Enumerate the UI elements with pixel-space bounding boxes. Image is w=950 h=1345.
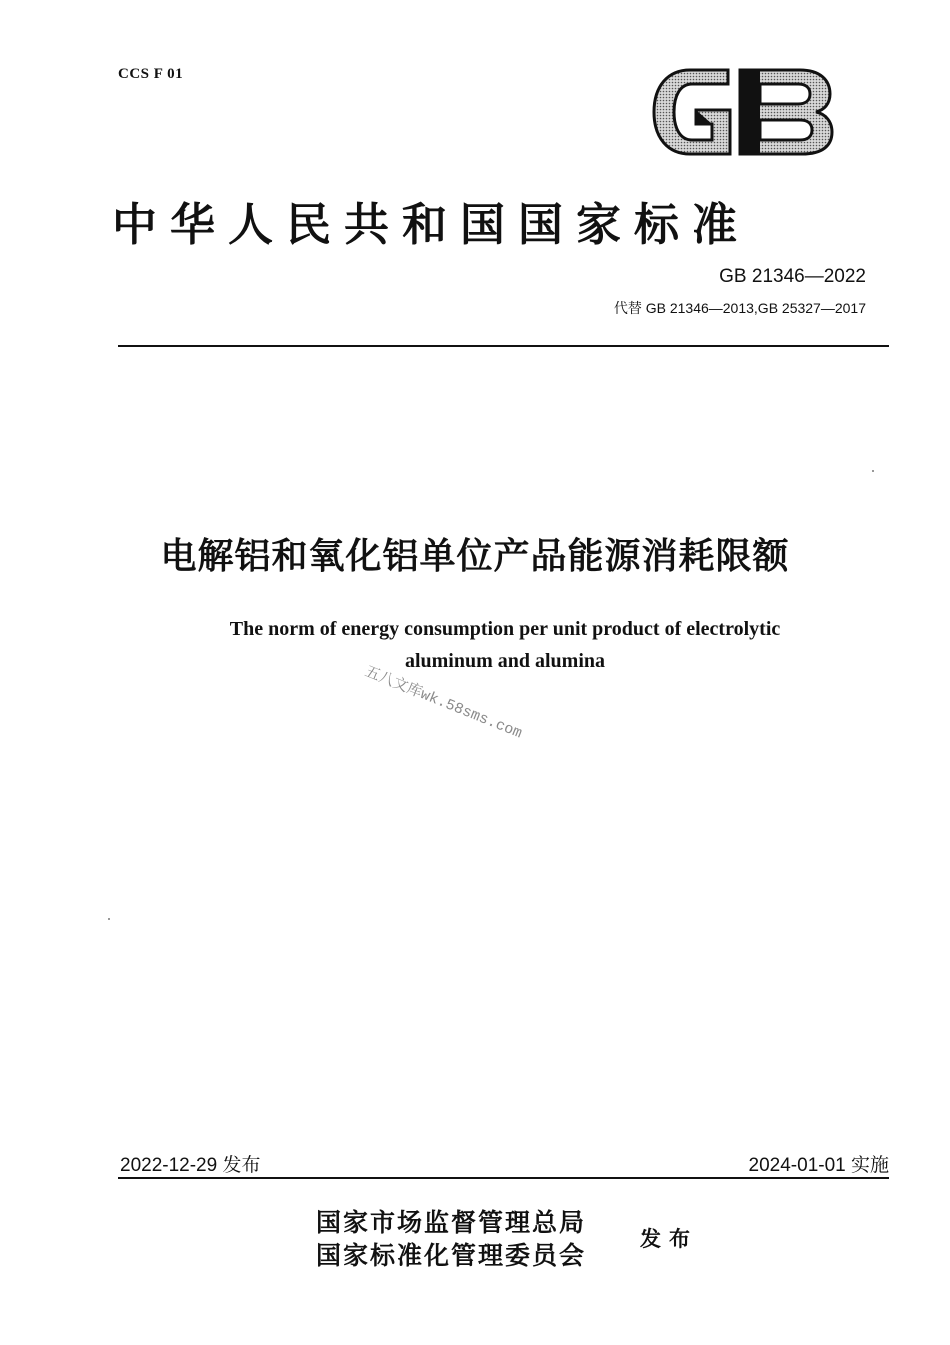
issue-date: 2022-12-29 发布: [120, 1155, 261, 1176]
title-english-line1: The norm of energy consumption per unit product of electrolytic: [229, 618, 781, 640]
scan-speck: [872, 470, 874, 472]
issuing-authorities: [316, 1206, 586, 1272]
standard-number: GB 21346—2022: [719, 266, 866, 287]
implementation-date: 2024-01-01 实施: [748, 1155, 889, 1176]
scan-speck: [108, 918, 110, 920]
issuer-samr: 国家市场监督管理总局: [316, 1208, 587, 1237]
title-chinese: 电解铝和氧化铝单位产品能源消耗限额: [160, 536, 790, 577]
ccs-code: CCS F 01: [118, 66, 184, 82]
watermark-text: 五八文库wk.58sms.com: [362, 663, 525, 743]
replaces-standards: 代替 GB 21346—2013,GB 25327—2017: [613, 300, 866, 316]
title-english: [0, 613, 950, 677]
gb-logo: [650, 66, 836, 158]
footer-divider: [118, 1177, 889, 1179]
national-standard-title: 中华人民共和国国家标准: [112, 198, 751, 251]
title-english-line2: aluminum and alumina: [404, 650, 606, 672]
publish-label: 发布: [640, 1226, 698, 1251]
issuer-sac: 国家标准化管理委员会: [316, 1241, 587, 1270]
header-divider: [118, 345, 889, 347]
